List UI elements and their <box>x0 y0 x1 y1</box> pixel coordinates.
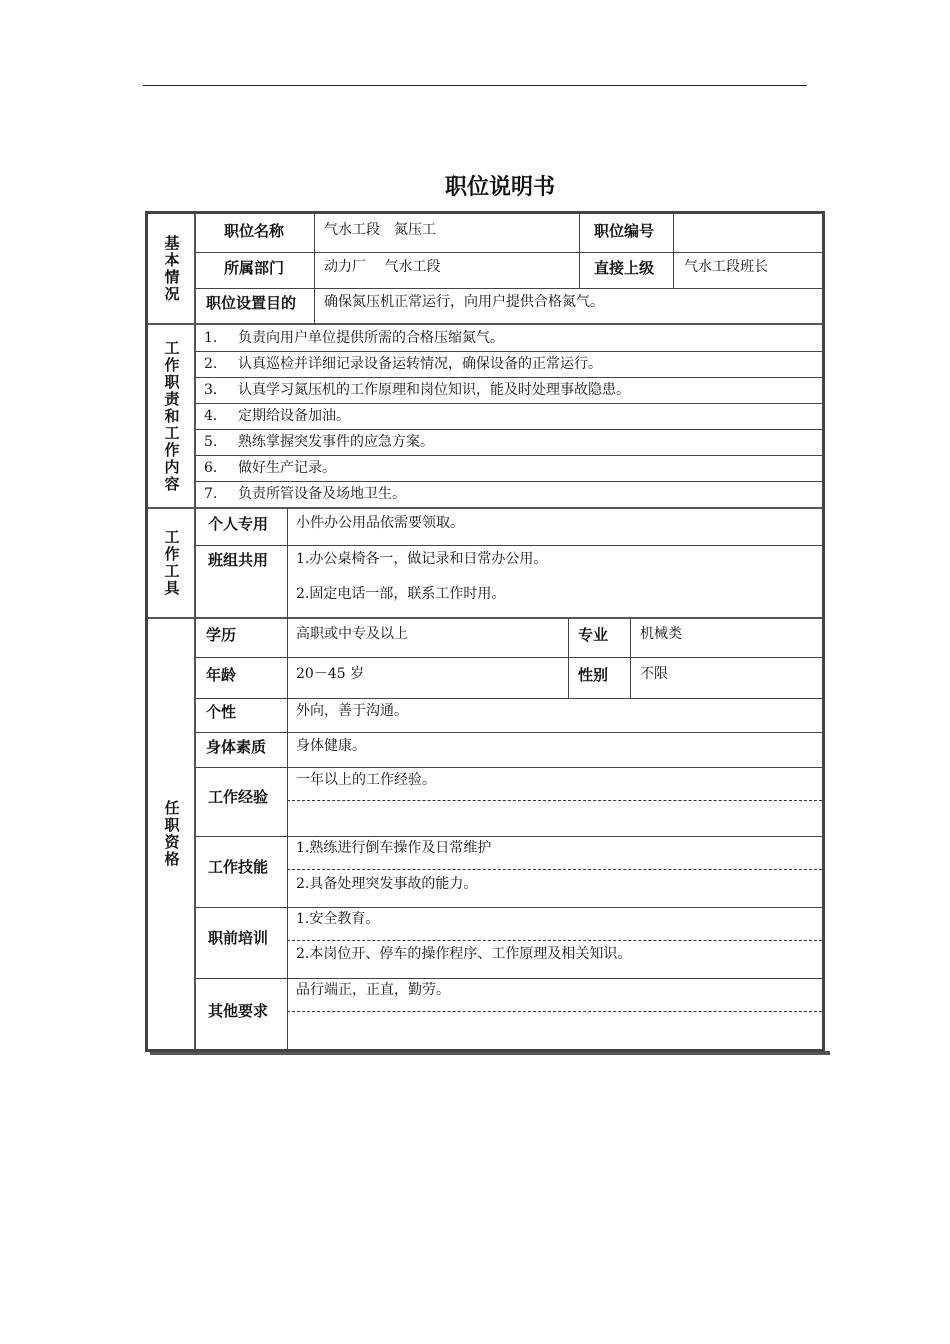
major-value: 机械类 <box>640 626 682 642</box>
personal-tools-value: 小件办公用品依需要领取。 <box>296 515 464 531</box>
personality-value: 外向，善于沟通。 <box>296 703 408 719</box>
team-tools-line2: 2.固定电话一部，联系工作时用。 <box>296 586 506 602</box>
personal-tools-label: 个人专用 <box>208 515 269 533</box>
physical-label: 身体素质 <box>206 738 267 756</box>
duty-item: 2. 认真巡检并详细记录设备运转情况，确保设备的正常运行。 <box>204 356 602 372</box>
duty-item: 4. 定期给设备加油。 <box>204 408 350 424</box>
training-line2: 2.本岗位开、停车的操作程序、工作原理及相关知识。 <box>296 946 632 962</box>
duty-item: 1. 负责向用户单位提供所需的合格压缩氮气。 <box>204 330 504 346</box>
qualifications-section <box>148 619 822 1049</box>
education-label: 学历 <box>206 626 237 644</box>
basic-info-section <box>148 214 822 325</box>
skills-line2: 2.具备处理突发事故的能力。 <box>296 876 478 892</box>
tools-section <box>148 509 822 619</box>
gender-value: 不限 <box>640 666 668 682</box>
position-name-value: 气水工段 氮压工 <box>324 222 436 238</box>
superior-value: 气水工段班长 <box>684 259 768 275</box>
age-value: 20－45 岁 <box>296 666 365 682</box>
gender-label: 性别 <box>578 666 609 684</box>
header-rule <box>143 85 807 86</box>
duty-item: 7. 负责所管设备及场地卫生。 <box>204 486 406 502</box>
qualifications-label: 任职资格 <box>148 619 196 1049</box>
department-label: 所属部门 <box>224 259 285 277</box>
duty-item: 6. 做好生产记录。 <box>204 460 336 476</box>
other-value: 品行端正，正直，勤劳。 <box>296 982 450 998</box>
physical-value: 身体健康。 <box>296 738 366 754</box>
duty-item: 5. 熟练掌握突发事件的应急方案。 <box>204 434 434 450</box>
department-value: 动力厂 气水工段 <box>324 259 441 275</box>
other-label: 其他要求 <box>208 1002 269 1020</box>
age-label: 年龄 <box>206 666 237 684</box>
position-name-label: 职位名称 <box>224 222 285 240</box>
duties-label: 工作职责和工作内容 <box>148 325 196 507</box>
training-label: 职前培训 <box>208 929 269 947</box>
duties-section <box>148 325 822 509</box>
purpose-value: 确保氮压机正常运行，向用户提供合格氮气。 <box>324 294 604 310</box>
superior-label: 直接上级 <box>594 259 655 277</box>
basic-info-label: 基本情况 <box>148 214 196 323</box>
major-label: 专业 <box>578 626 609 644</box>
skills-line1: 1.熟练进行倒车操作及日常维护 <box>296 840 492 856</box>
team-tools-label: 班组共用 <box>208 551 269 569</box>
tools-label: 工作工具 <box>148 509 196 617</box>
purpose-label: 职位设置目的 <box>206 294 297 312</box>
page-title: 职位说明书 <box>444 175 555 200</box>
training-line1: 1.安全教育。 <box>296 911 380 927</box>
experience-label: 工作经验 <box>208 788 269 806</box>
position-no-label: 职位编号 <box>594 222 655 240</box>
duty-item: 3. 认真学习氮压机的工作原理和岗位知识，能及时处理事故隐患。 <box>204 382 630 398</box>
job-description-form <box>145 211 825 1052</box>
skills-label: 工作技能 <box>208 858 269 876</box>
education-value: 高职或中专及以上 <box>296 626 408 642</box>
personality-label: 个性 <box>206 703 237 721</box>
experience-value: 一年以上的工作经验。 <box>296 772 436 788</box>
team-tools-line1: 1.办公桌椅各一，做记录和日常办公用。 <box>296 551 548 567</box>
